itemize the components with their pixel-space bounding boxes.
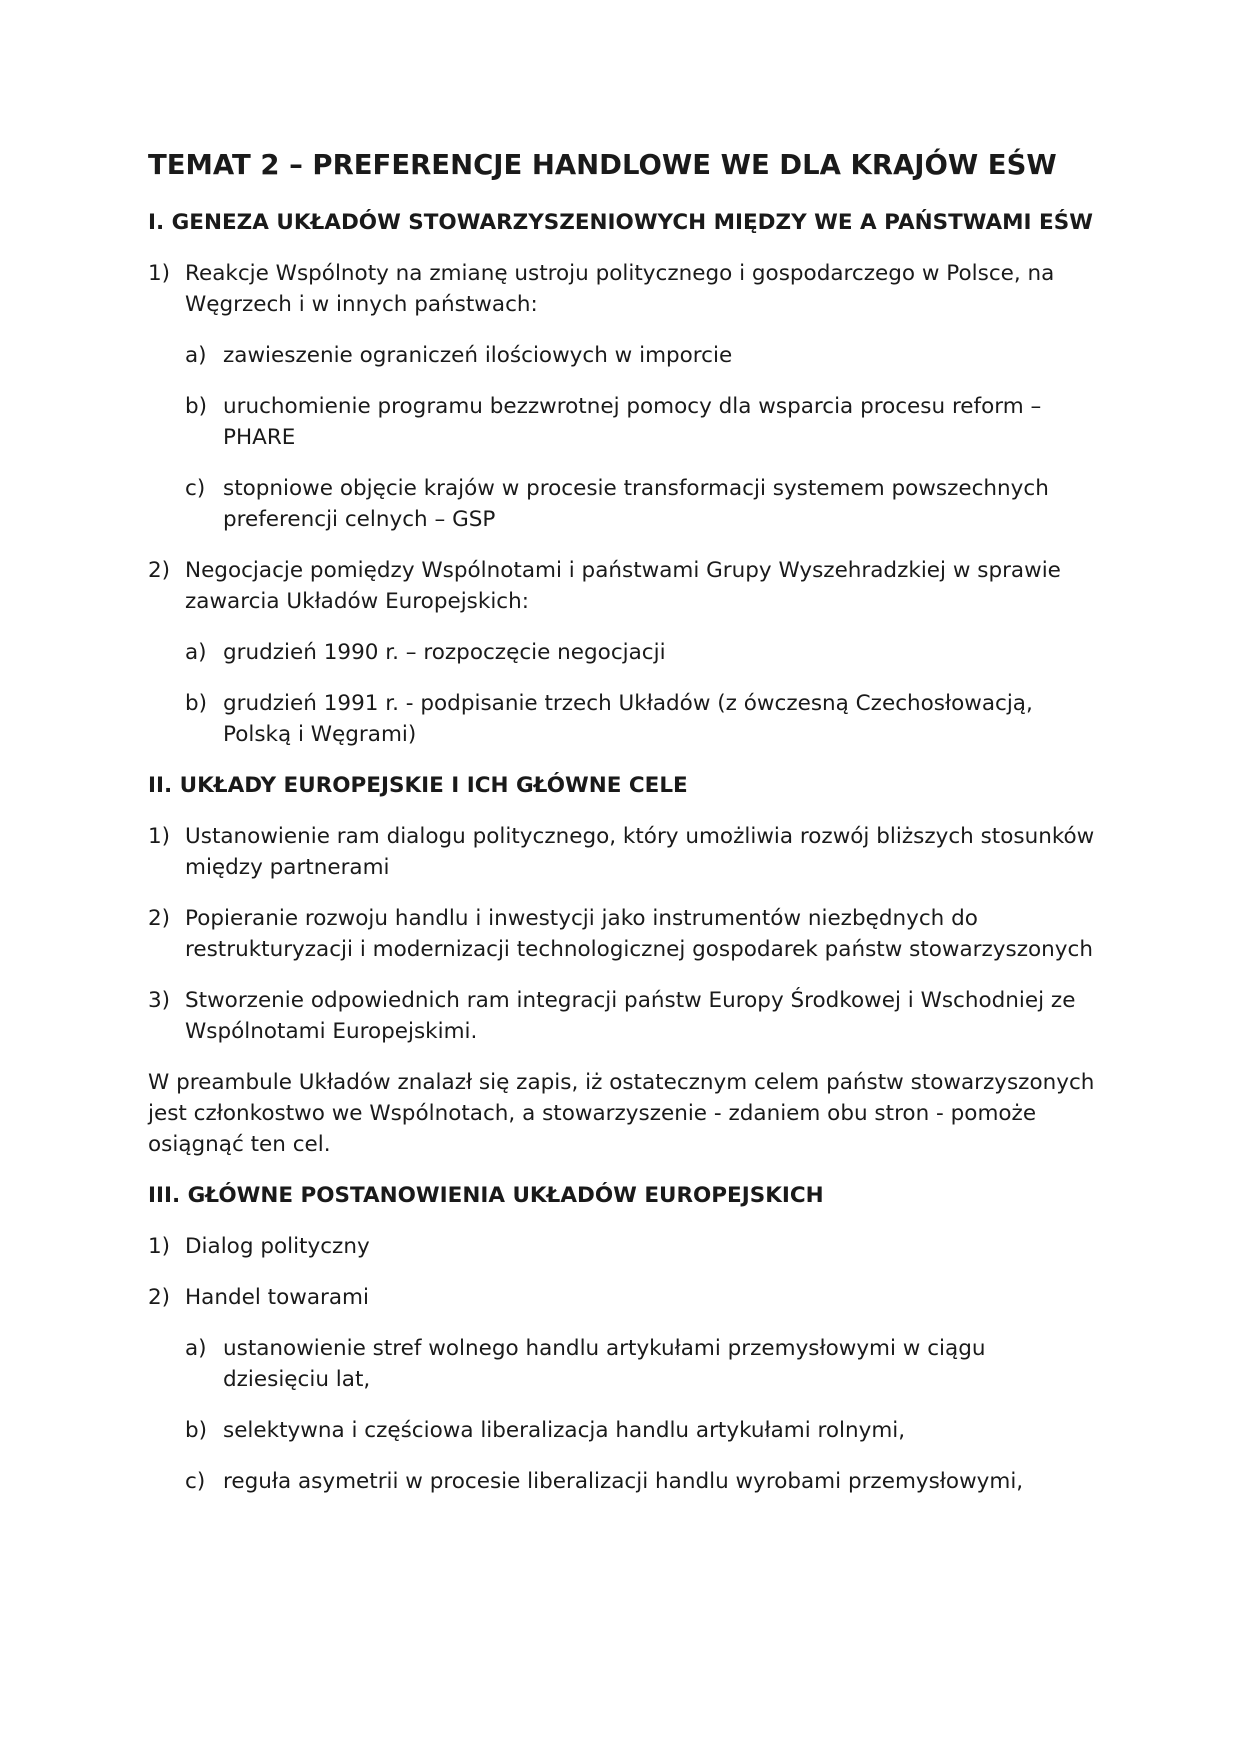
list-item — [148, 258, 1098, 320]
list-marker: a) — [185, 1336, 207, 1361]
sub-list-item — [185, 688, 1098, 750]
list-item — [148, 1231, 1098, 1262]
list-marker: 2) — [148, 906, 171, 931]
sub-list — [185, 340, 1098, 535]
list-marker: 2) — [148, 558, 171, 583]
list-item — [148, 985, 1098, 1047]
list-item — [148, 1282, 1098, 1313]
list-item-text: Reakcje Wspólnoty na zmianę ustroju politycznego i gospodarczego w Polsce, na Węgrzech i w innych państwach: — [185, 261, 1055, 317]
list-item-text: zawieszenie ograniczeń ilościowych w imporcie — [223, 343, 733, 368]
sub-list-item — [185, 391, 1098, 453]
sub-list-item — [185, 1333, 1098, 1395]
numbered-list — [148, 1231, 1098, 1497]
list-marker: 3) — [148, 988, 171, 1013]
document-page — [148, 146, 1098, 1517]
list-item — [148, 903, 1098, 965]
list-item-text: grudzień 1990 r. – rozpoczęcie negocjacji — [223, 640, 666, 665]
list-marker: 2) — [148, 1285, 171, 1310]
sub-list-item — [185, 637, 1098, 668]
document-title: TEMAT 2 – PREFERENCJE HANDLOWE WE DLA KRAJÓW EŚW — [148, 149, 1057, 181]
section-heading: II. UKŁADY EUROPEJSKIE I ICH GŁÓWNE CELE — [148, 773, 688, 798]
list-marker: b) — [185, 691, 208, 716]
list-marker: b) — [185, 394, 208, 419]
sub-list-item — [185, 1466, 1098, 1497]
list-item-text: Negocjacje pomiędzy Wspólnotami i państwami Grupy Wyszehradzkiej w sprawie zawarcia Układów Europejskich: — [185, 558, 1061, 614]
sub-list — [185, 637, 1098, 750]
list-marker: 1) — [148, 1234, 171, 1259]
list-item-text: reguła asymetrii w procesie liberalizacji handlu wyrobami przemysłowymi, — [223, 1469, 1024, 1494]
sub-list — [185, 1333, 1098, 1497]
list-item-text: grudzień 1991 r. - podpisanie trzech Układów (z ówczesną Czechosłowacją, Polską i Węgrami) — [223, 691, 1033, 747]
list-item — [148, 555, 1098, 617]
list-item-text: selektywna i częściowa liberalizacja handlu artykułami rolnymi, — [223, 1418, 906, 1443]
sub-list-item — [185, 1415, 1098, 1446]
list-item-text: uruchomienie programu bezzwrotnej pomocy dla wsparcia procesu reform – PHARE — [223, 394, 1042, 450]
list-marker: c) — [185, 476, 206, 501]
list-item-text: Dialog polityczny — [185, 1234, 370, 1259]
list-item — [148, 821, 1098, 883]
list-marker: b) — [185, 1418, 208, 1443]
sub-list-item — [185, 340, 1098, 371]
list-marker: a) — [185, 640, 207, 665]
list-marker: 1) — [148, 824, 171, 849]
list-item-text: Ustanowienie ram dialogu politycznego, który umożliwia rozwój bliższych stosunków między partnerami — [185, 824, 1095, 880]
list-item-text: ustanowienie stref wolnego handlu artykułami przemysłowymi w ciągu dziesięciu lat, — [223, 1336, 986, 1392]
list-item-text: Handel towarami — [185, 1285, 369, 1310]
list-item-text: stopniowe objęcie krajów w procesie transformacji systemem powszechnych preferencji celnych – GSP — [223, 476, 1049, 532]
numbered-list — [148, 258, 1098, 750]
list-marker: a) — [185, 343, 207, 368]
section-heading: I. GENEZA UKŁADÓW STOWARZYSZENIOWYCH MIĘDZY WE A PAŃSTWAMI EŚW — [148, 210, 1093, 235]
section-heading: III. GŁÓWNE POSTANOWIENIA UKŁADÓW EUROPEJSKICH — [148, 1183, 824, 1208]
list-item-text: Stworzenie odpowiednich ram integracji państw Europy Środkowej i Wschodniej ze Wspólnotami Europejskimi. — [185, 988, 1076, 1044]
numbered-list — [148, 821, 1098, 1047]
list-item-text: Popieranie rozwoju handlu i inwestycji jako instrumentów niezbędnych do restrukturyzacji i modernizacji technologicznej gospodarek państw stowarzyszonych — [185, 906, 1093, 962]
sub-list-item — [185, 473, 1098, 535]
paragraph: W preambule Układów znalazł się zapis, iż ostatecznym celem państw stowarzyszonych jest członkostwo we Wspólnotach, a stowarzyszenie - zdaniem obu stron - pomoże osiągnąć ten cel. — [148, 1070, 1095, 1157]
list-marker: c) — [185, 1469, 206, 1494]
list-marker: 1) — [148, 261, 171, 286]
